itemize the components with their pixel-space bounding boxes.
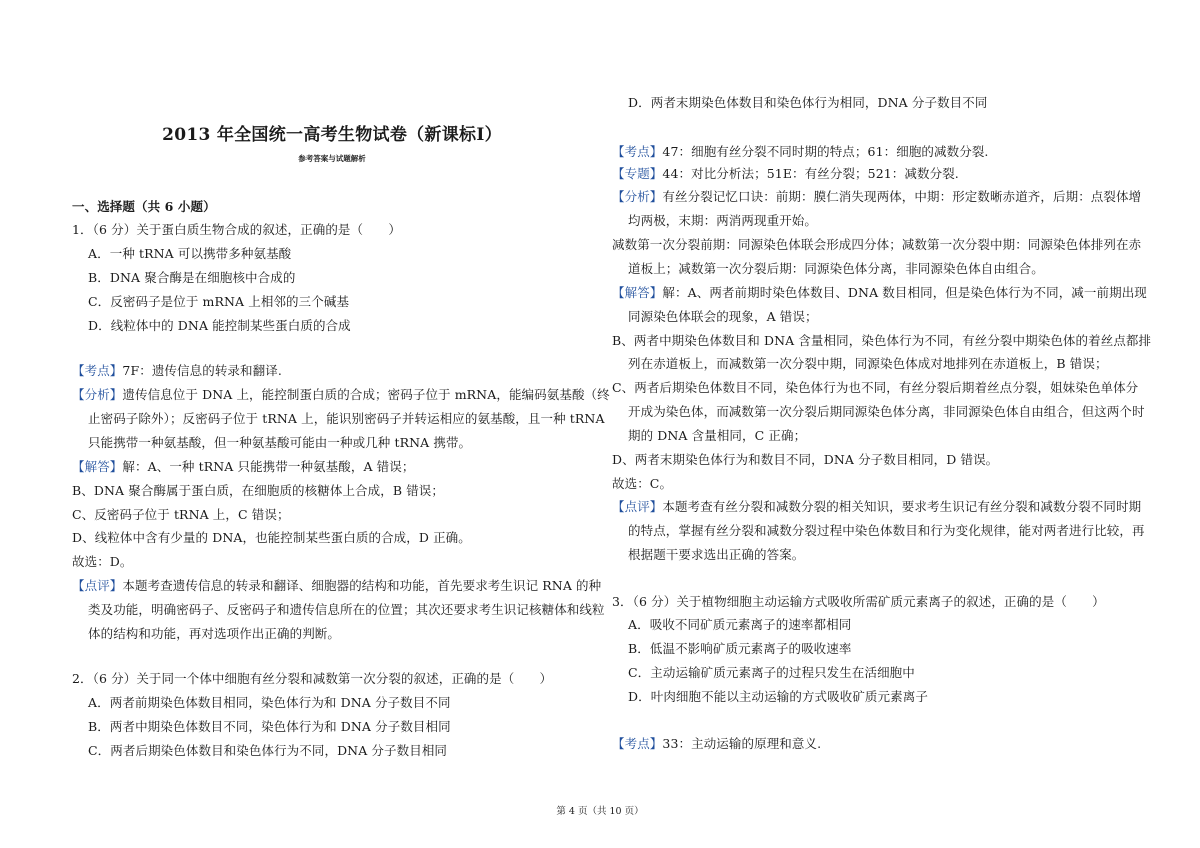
q2-jieda-line: C、两者后期染色体数目不同，染色体行为也不同，有丝分裂后期着丝点分裂，姐妹染色单体分 (612, 380, 1139, 395)
q1-jieda: 【解答】解：A、一种 tRNA 只能携带一种氨基酸，A 错误； (72, 459, 415, 474)
q1-dianping: 【点评】本题考查遗传信息的转录和翻译、细胞器的结构和功能，首先要求考生识记 RNA 的种 (72, 578, 602, 593)
q1-dianping-line: 体的结构和功能，再对选项作出正确的判断。 (88, 626, 341, 641)
section-heading: 一、选择题（共 6 小题） (72, 199, 216, 214)
q2-fenxi-line: 减数第一次分裂前期：同源染色体联会形成四分体；减数第一次分裂中期：同源染色体排列在赤 (612, 237, 1142, 252)
dianping-tag: 【点评】 (72, 578, 123, 593)
q2-jieda-line: 期的 DNA 含量相同，C 正确； (628, 428, 807, 443)
kaodian-tag: 【考点】 (612, 736, 663, 751)
kaodian-tag: 【考点】 (612, 144, 663, 159)
q3-kaodian: 【考点】33：主动运输的原理和意义. (612, 736, 822, 751)
q2-option-b: B．两者中期染色体数目不同，染色体行为和 DNA 分子数目相同 (88, 719, 451, 734)
q1-option-c: C．反密码子是位于 mRNA 上相邻的三个碱基 (88, 294, 350, 309)
q2-jieda-line: D、两者末期染色体行为和数目不同，DNA 分子数目相同，D 错误。 (612, 452, 999, 467)
q2-option-d: D．两者末期染色体数目和染色体行为相同，DNA 分子数目不同 (628, 95, 988, 110)
q2-jieda-line: B、两者中期染色体数目和 DNA 含量相同，染色体行为不同，有丝分裂中期染色体的着丝点都排 (612, 333, 1152, 348)
q3-option-d: D．叶肉细胞不能以主动运输的方式吸收矿质元素离子 (628, 689, 928, 704)
page-title: 2013 年全国统一高考生物试卷（新课标Ⅰ） (162, 125, 502, 145)
page-number: 第 4 页（共 10 页） (556, 806, 644, 817)
q1-fenxi-line: 止密码子除外）；反密码子位于 tRNA 上，能识别密码子并转运相应的氨基酸，且一种 tRNA (88, 411, 605, 426)
q2-answer: 故选：C。 (612, 476, 673, 491)
q1-kaodian: 【考点】7F：遗传信息的转录和翻译. (72, 363, 282, 378)
q1-jieda-line: C、反密码子位于 tRNA 上，C 错误； (72, 507, 290, 522)
q2-fenxi: 【分析】有丝分裂记忆口诀：前期：膜仁消失现两体，中期：形定数晰赤道齐，后期：点裂体增 (612, 189, 1142, 204)
fenxi-tag: 【分析】 (72, 387, 123, 402)
q2-jieda: 【解答】解：A、两者前期时染色体数目、DNA 数目相同，但是染色体行为不同，减一前期出现 (612, 285, 1147, 300)
page-subtitle: 参考答案与试题解析 (298, 154, 366, 163)
jieda-tag: 【解答】 (612, 285, 663, 300)
fenxi-tag: 【分析】 (612, 189, 663, 204)
q3-option-c: C．主动运输矿质元素离子的过程只发生在活细胞中 (628, 665, 915, 680)
q2-dianping-line: 的特点，掌握有丝分裂和减数分裂过程中染色体数目和行为变化规律，能对两者进行比较，再 (628, 523, 1145, 538)
q1-jieda-line: D、线粒体中含有少量的 DNA，也能控制某些蛋白质的合成，D 正确。 (72, 530, 471, 545)
q1-option-d: D．线粒体中的 DNA 能控制某些蛋白质的合成 (88, 318, 351, 333)
q3-option-b: B．低温不影响矿质元素离子的吸收速率 (628, 641, 852, 656)
q2-dianping: 【点评】本题考查有丝分裂和减数分裂的相关知识，要求考生识记有丝分裂和减数分裂不同时期 (612, 499, 1142, 514)
q3-option-a: A．吸收不同矿质元素离子的速率都相同 (628, 617, 852, 632)
q1-jieda-line: B、DNA 聚合酶属于蛋白质，在细胞质的核糖体上合成，B 错误； (72, 483, 445, 498)
q1-stem: 1．（6 分）关于蛋白质生物合成的叙述，正确的是（ ） (72, 222, 401, 237)
q2-stem: 2．（6 分）关于同一个体中细胞有丝分裂和减数第一次分裂的叙述，正确的是（ ） (72, 671, 553, 686)
q1-answer: 故选：D。 (72, 554, 133, 569)
kaodian-tag: 【考点】 (72, 363, 123, 378)
q2-zhuanti: 【专题】44：对比分析法；51E：有丝分裂；521：减数分裂. (612, 166, 959, 181)
q1-option-a: A．一种 tRNA 可以携带多种氨基酸 (88, 246, 292, 261)
q3-stem: 3．（6 分）关于植物细胞主动运输方式吸收所需矿质元素离子的叙述，正确的是（ ） (612, 594, 1105, 609)
q1-fenxi-line: 只能携带一种氨基酸，但一种氨基酸可能由一种或几种 tRNA 携带。 (88, 435, 472, 450)
jieda-tag: 【解答】 (72, 459, 123, 474)
q1-option-b: B．DNA 聚合酶是在细胞核中合成的 (88, 270, 296, 285)
q2-kaodian: 【考点】47：细胞有丝分裂不同时期的特点；61：细胞的减数分裂. (612, 144, 989, 159)
q2-jieda-line: 开成为染色体，而减数第一次分裂后期同源染色体分离，非同源染色体自由组合，但这两个时 (628, 404, 1145, 419)
q2-fenxi-line: 均两极，末期：两消两现重开始。 (628, 213, 818, 228)
q2-option-a: A．两者前期染色体数目相同，染色体行为和 DNA 分子数目不同 (88, 695, 451, 710)
dianping-tag: 【点评】 (612, 499, 663, 514)
zhuanti-tag: 【专题】 (612, 166, 663, 181)
q1-fenxi: 【分析】遗传信息位于 DNA 上，能控制蛋白质的合成；密码子位于 mRNA，能编码氨基酸（终 (72, 387, 610, 402)
q2-jieda-line: 列在赤道板上，而减数第一次分裂中期，同源染色体成对地排列在赤道板上，B 错误； (628, 356, 1108, 371)
q2-fenxi-line: 道板上；减数第一次分裂后期：同源染色体分离，非同源染色体自由组合。 (628, 261, 1044, 276)
q1-dianping-line: 类及功能，明确密码子、反密码子和遗传信息所在的位置；其次还要求考生识记核糖体和线粒 (88, 602, 605, 617)
q2-dianping-line: 根据题干要求选出正确的答案。 (628, 547, 805, 562)
q2-option-c: C．两者后期染色体数目和染色体行为不同，DNA 分子数目相同 (88, 743, 448, 758)
q2-jieda-line: 同源染色体联会的现象，A 错误； (628, 309, 818, 324)
